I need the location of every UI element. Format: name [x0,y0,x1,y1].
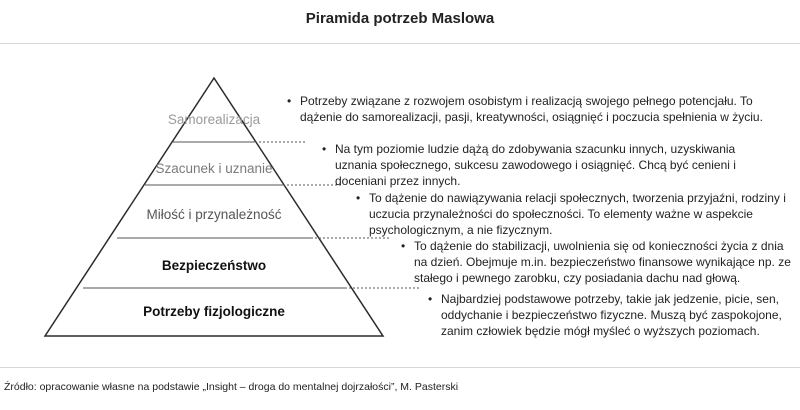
bullet-marker: • [322,142,327,156]
level-label-love-belonging: Miłość i przynależność [146,207,282,222]
level-label-esteem: Szacunek i uznanie [155,161,273,176]
description-love-belonging [356,190,787,238]
description-text: Na tym poziomie ludzie dążą do zdobywania szacunku innych, uzyskiwania uznania społecznego, sukcesu zawodowego i osiągnięć. Chcą być cenieni i doceniani przez innych. [335,142,736,188]
page-title: Piramida potrzeb Maslowa [305,10,495,27]
source-caption: Źródło: opracowanie własne na podstawie „Insight – droga do mentalnej dojrzałości”, M. Pasterski [4,381,459,393]
description-text: To dążenie do stabilizacji, uwolnienia się od konieczności życia z dnia na dzień. Obejmuje m.in. bezpieczeństwo finansowe wynikające np. ze stałego i pewnego zarobku, czy posiadania dachu nad głową. [414,239,791,285]
description-text: Potrzeby związane z rozwojem osobistym i realizacją swojego pełnego potencjału. To dążenie do samorealizacji, pasji, kreatywności, osiągnięć i poczucia spełnienia w życiu. [300,94,763,124]
level-label-safety: Bezpieczeństwo [161,258,267,273]
level-label-physiological: Potrzeby fizjologiczne [143,304,285,319]
bullet-marker: • [401,239,406,253]
description-text: To dążenie do nawiązywania relacji społecznych, tworzenia przyjaźni, rodziny i uczucia przynależności do społeczności. To elementy ważne w aspekcie psychologicznym, a nie fizycznym. [369,191,786,237]
bullet-marker: • [356,191,361,205]
level-label-self-actualization: Samorealizacja [167,112,261,127]
description-self-actualization [287,93,778,125]
bottom-divider [0,367,800,368]
description-text: Najbardziej podstawowe potrzeby, takie jak jedzenie, picie, sen, oddychanie i bezpieczeństwo fizyczne. Muszą być zaspokojone, zanim człowiek będzie mógł myśleć o wyższych poziomach. [441,292,782,338]
description-esteem [322,141,770,189]
bullet-marker: • [428,292,433,306]
description-safety [401,238,791,286]
bullet-marker: • [287,94,292,108]
description-physiological [428,291,793,339]
